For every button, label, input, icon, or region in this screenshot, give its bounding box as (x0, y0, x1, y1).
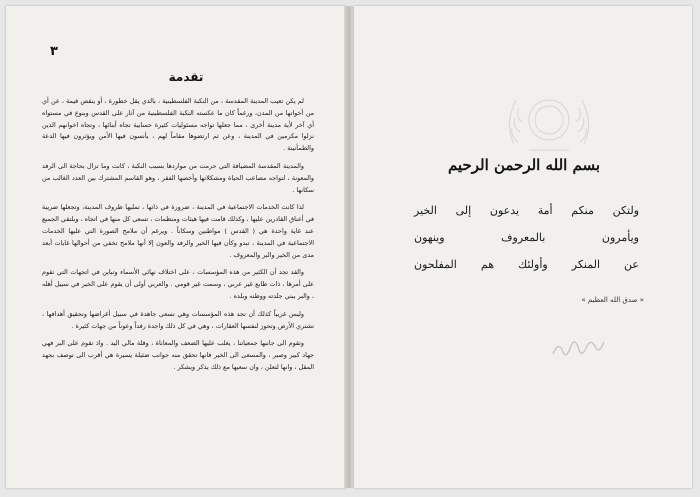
body-text (42, 96, 314, 380)
paragraph: والقد تجد أن الكثير من هذه المؤسسات ، على اختلاف نهائي الأسماء وتباين في اتجهات التي تقوم على أمرها ، ذات طابع غير عربي ، وسمت غير قومي . والعربي أولى أن يقوم على الخير في سبيل أهله ، والبر ببني جلدته ووطنه وبلده . (42, 268, 314, 300)
paragraph: وليس غريباً كذلك أن تجد هذه المؤسسات وهي تسعى جاهدة في سبيل أغراضها وتحقيق أهدافها ، تشتري الأرض وتحوز لنفسها العقارات ، وهي في كل ذلك واجدة رفداً وعوناً من جهات كثيرة . (42, 309, 314, 330)
page-number: ٣ (50, 44, 58, 59)
verse-attribution: « صدق الله العظيم » (581, 296, 644, 304)
verse-line: عن المنكر وأولئك هم المفلحون (414, 258, 639, 271)
paragraph: وتقوم الى جانبها جمعياتنا ، يغلب عليها الضعف والمعاناة ، وقلة مالي اليد . واذ تقوم على البر فهي جهاد كبير وصبر ، والمسعى الى الخير فانها تحقق منه جوانب ضئيلة يسيرة هي أقرب الى توصف بجهد المقل ، وانها لتعلن ، وان سعيها مع ذلك يذكر ويشكر . (42, 339, 314, 371)
paragraph: لم يكن تعيب المدينة المقدسة ، من النكبة الفلسطينية ، بالذي يقل خطورة ، أو ينقص قيمة ، عن أي من أخواتها من المدن، ورغماً كان ما عكسته النكبة الفلسطينية من آثار على القدس وبنوع في مستواه أي آخر لأية مدينة أخرى ، مما جعلها تواجه مسئوليات كثيرة حسابية تجاه أبنائها ، وتجاه اخوانهم الذين نزلوا مكرمين في المدينة ، وعن ثم ارتضوها مقاماً لهم ، يأنسون فيها الأمن ويؤثرون فيها الدعة والطمأنينة . (42, 97, 314, 153)
verse-line: ويأمرون بالمعروف وينهون (414, 231, 639, 244)
section-title: تقدمة (168, 70, 204, 84)
paragraph: والمدينة المقدسة المضيافة التي حرمت من مواردها بسبب النكبة ، كانت وما تزال بحاجة الى الرفد والمعونة ، لتواجه مصاعب الحياة ومشكلاتها وأخصها الفقر ، وهو القاسم المشترك بين العدد الغالب من سكانها . (42, 161, 314, 194)
emblem-watermark (494, 84, 604, 164)
right-page (354, 6, 692, 488)
verse-line: ولتكن منكم أمة يدعون إلى الخير (414, 204, 639, 217)
left-page (6, 6, 346, 488)
handwritten-mark (549, 336, 609, 360)
bismillah-heading: بسم الله الرحمن الرحيم (447, 156, 601, 174)
paragraph: لذا كانت الخدمات الاجتماعية في المدينة ، ضرورة في ذاتها ، تمليها ظروف المدينة، وتجعلها ضريبة في أعناق القادرين عليها ، وكذلك قامت فيها هيئات ومنظمات ، تسعى كل منها في اتجاه ، ويلتقي الجميع عند غاية واحدة هي ( القدس ) مواطنين وسكاناً . ويرغم أن ملامح الصورة التي عليها الخدمات الاجتماعية في المدينة ، تبدو وكأن فيها الخير والرفد والعون إلا أنها ملامح تخفي من أحوالها غايات أبعد مدى من الخير والبر والمعروف . (42, 203, 314, 259)
